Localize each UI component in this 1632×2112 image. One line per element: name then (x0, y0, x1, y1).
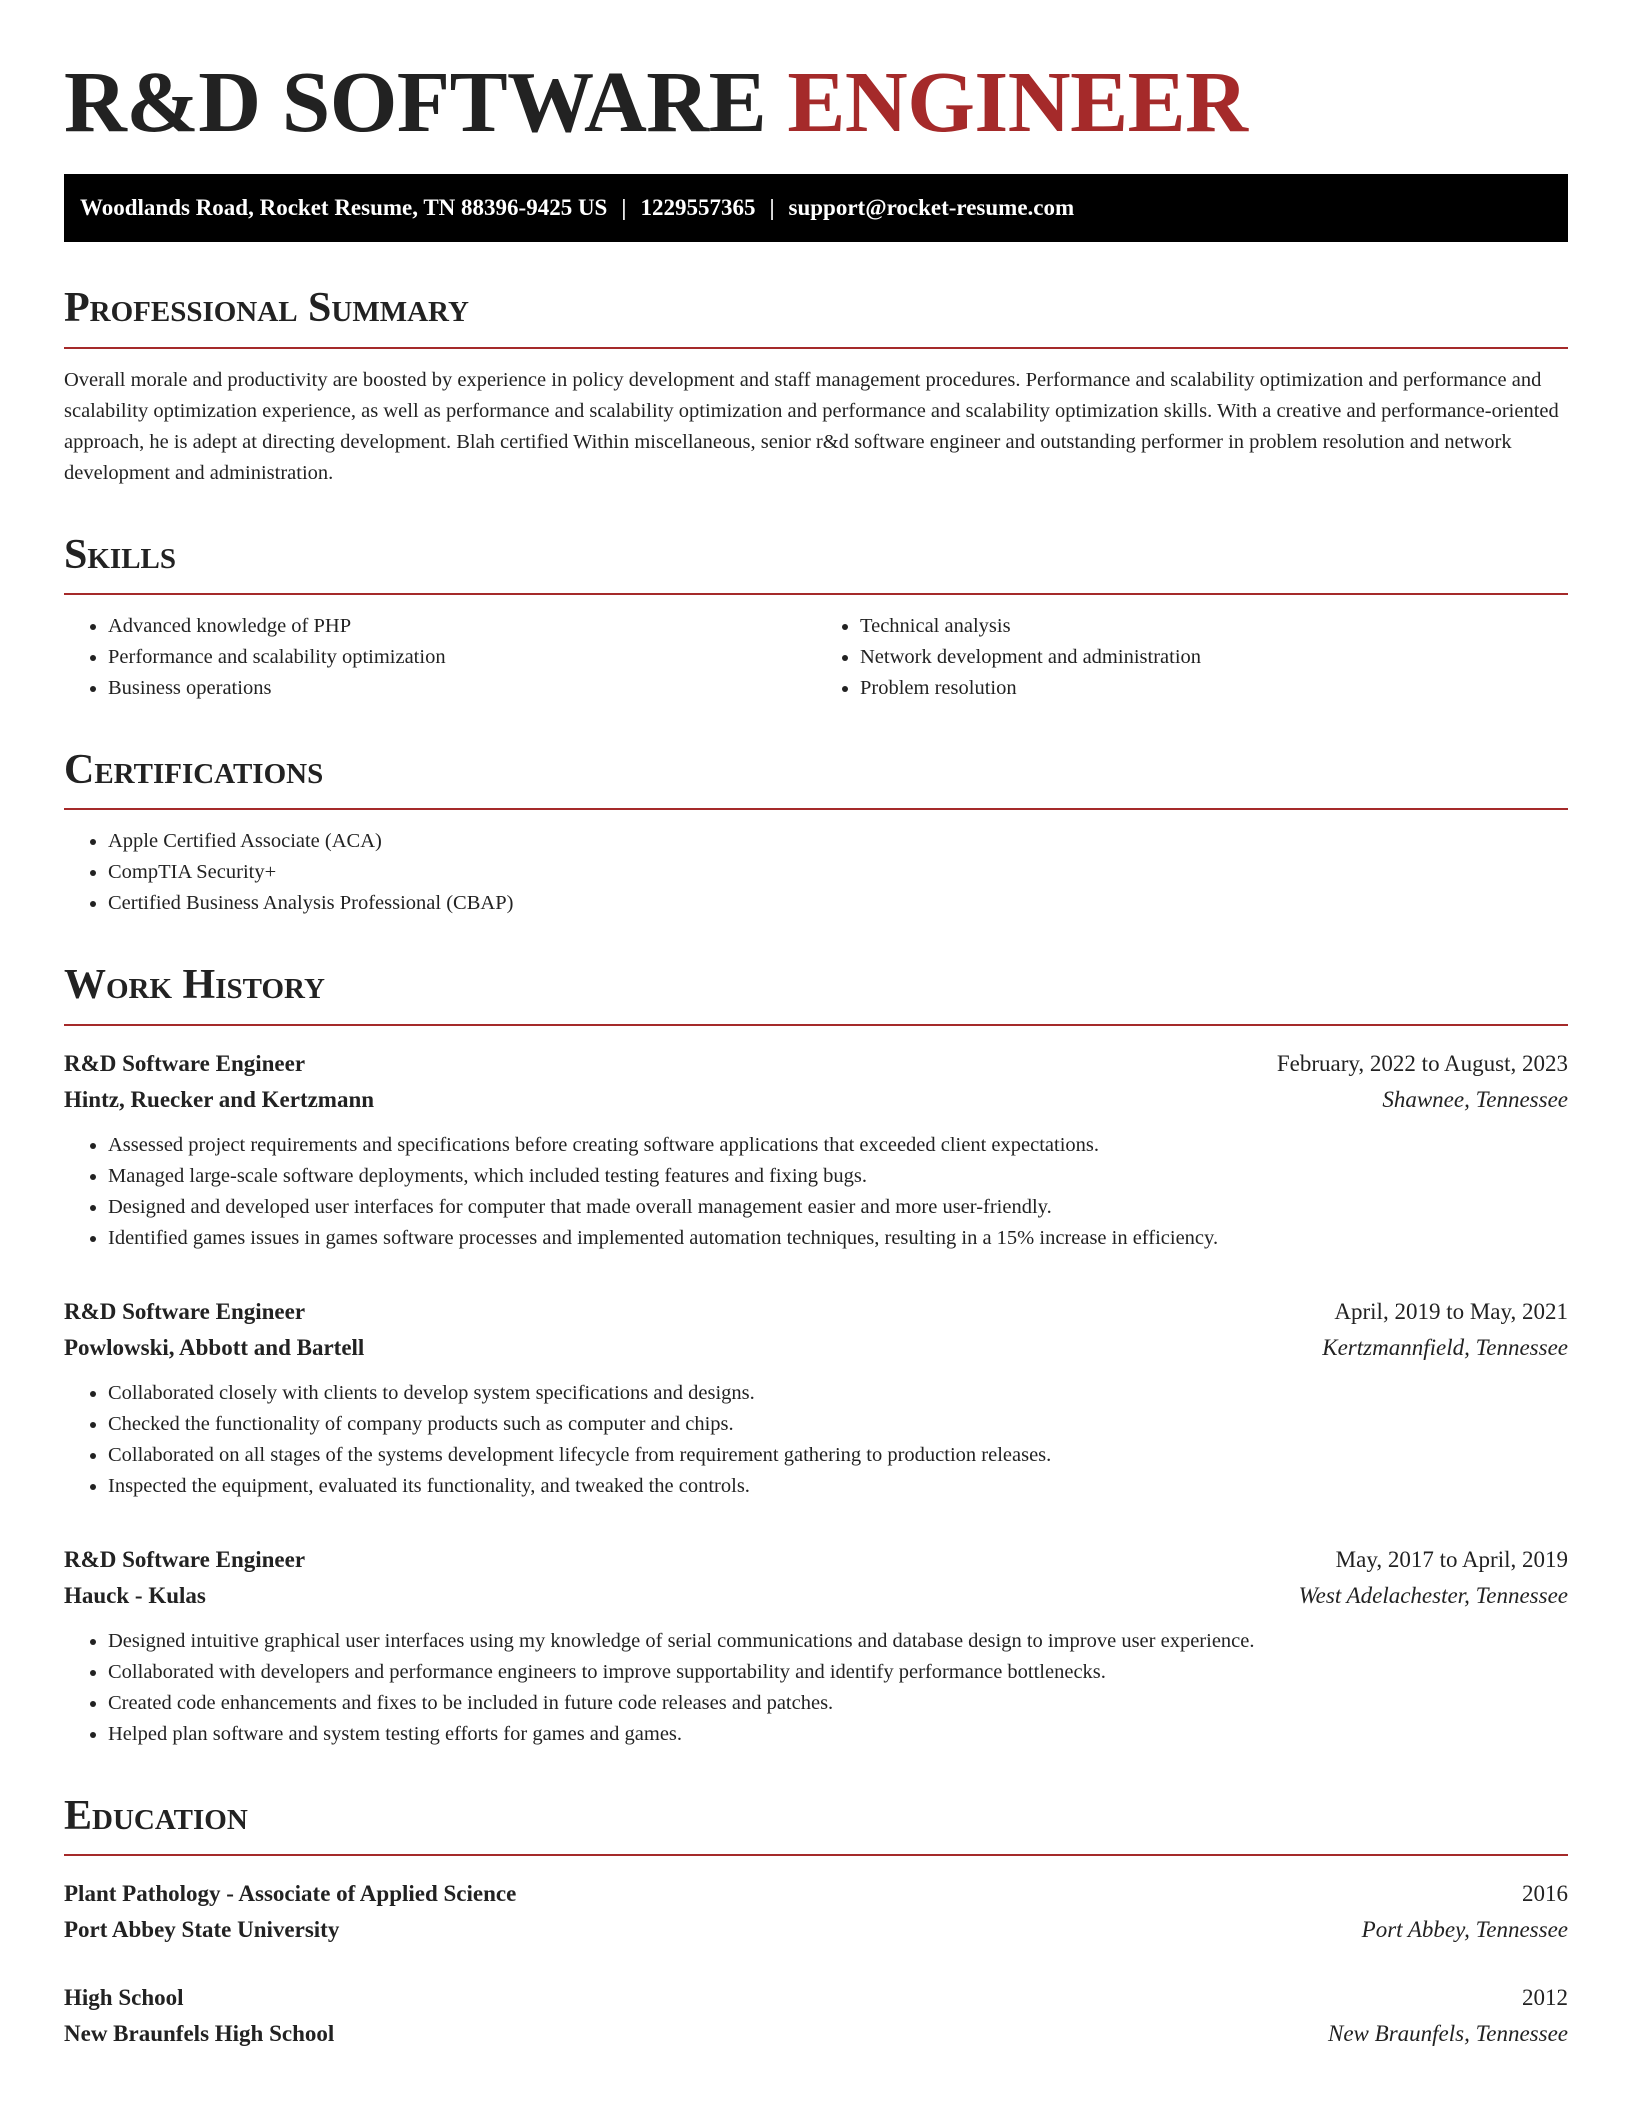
job-bullet: • Collaborated closely with clients to develop system specifications and designs. (108, 1378, 1568, 1409)
contact-address: Woodlands Road, Rocket Resume, TN 88396-9425 US (80, 195, 608, 221)
section-heading-education: Education (64, 1792, 1568, 1856)
education-entry (64, 1876, 1568, 1948)
education-degree-row (64, 1876, 1568, 1912)
job-title-row (64, 1542, 1568, 1578)
education-year: 2012 (1522, 1984, 1568, 2010)
job-bullets (64, 1626, 1568, 1750)
job-bullet: • Designed intuitive graphical user interfaces using my knowledge of serial communications and database design to improve user experience. (108, 1626, 1568, 1657)
skill-item: • Advanced knowledge of PHP (108, 611, 816, 642)
section-heading-certifications: Certifications (64, 746, 1568, 810)
job-bullet: • Helped plan software and system testing efforts for games and games. (108, 1719, 1568, 1750)
job-location: Shawnee, Tennessee (1382, 1086, 1568, 1112)
skills-columns (64, 595, 1568, 704)
job-title: R&D Software Engineer (64, 1050, 306, 1076)
section-heading-work-history: Work History (64, 961, 1568, 1025)
contact-separator: | (769, 195, 775, 221)
job-bullet: • Designed and developed user interfaces for computer that made overall management easier and more user-friendly. (108, 1192, 1568, 1223)
education-location: Port Abbey, Tennessee (1361, 1916, 1568, 1942)
job-bullet: • Collaborated on all stages of the systems development lifecycle from requirement gathering to production releases. (108, 1440, 1568, 1471)
skill-item: • Problem resolution (860, 673, 1568, 704)
certification-item: • Apple Certified Associate (ACA) (108, 826, 1568, 857)
education-degree: Plant Pathology - Associate of Applied Science (64, 1880, 517, 1906)
job-location: Kertzmannfield, Tennessee (1322, 1334, 1568, 1360)
education-school-row (64, 2016, 1568, 2052)
education-school-row (64, 1912, 1568, 1948)
job-company: Powlowski, Abbott and Bartell (64, 1334, 365, 1360)
education-school: Port Abbey State University (64, 1916, 340, 1942)
skill-item: • Technical analysis (860, 611, 1568, 642)
education-school: New Braunfels High School (64, 2020, 335, 2046)
summary-text: Overall morale and productivity are boosted by experience in policy development and staff management procedures. Performance and scalability optimization and performance and scalability optimization experience, as well as performance and scalability optimization and performance and scalability optimization skills. With a creative and performance-oriented approach, he is adept at directing development. Blah certified Within miscellaneous, senior r&d software engineer and outstanding performer in problem resolution and network development and administration. (64, 368, 1559, 484)
work-history-section (64, 961, 1568, 1749)
education-section (64, 1792, 1568, 2052)
job-dates: February, 2022 to August, 2023 (1276, 1050, 1568, 1076)
job-bullet: • Inspected the equipment, evaluated its functionality, and tweaked the controls. (108, 1471, 1568, 1502)
resume-title (64, 50, 1568, 154)
job-dates: May, 2017 to April, 2019 (1335, 1546, 1568, 1572)
education-year: 2016 (1522, 1880, 1568, 1906)
certifications-section (64, 746, 1568, 919)
job-company-row (64, 1578, 1568, 1614)
job-title: R&D Software Engineer (64, 1546, 306, 1572)
skills-list-right (816, 611, 1568, 704)
skills-list-left (64, 611, 816, 704)
skill-item: • Performance and scalability optimization (108, 642, 816, 673)
certifications-list (64, 826, 1568, 919)
job-bullets (64, 1378, 1568, 1502)
job-title-row (64, 1046, 1568, 1082)
job-bullet: • Collaborated with developers and performance engineers to improve supportability and identify performance bottlenecks. (108, 1657, 1568, 1688)
job-company: Hauck - Kulas (64, 1582, 206, 1608)
job-location: West Adelachester, Tennessee (1298, 1582, 1568, 1608)
education-entry (64, 1980, 1568, 2052)
skill-item: • Network development and administration (860, 642, 1568, 673)
job-entry (64, 1542, 1568, 1750)
job-bullet: • Managed large-scale software deployments, which included testing features and fixing bugs. (108, 1161, 1568, 1192)
title-accent: ENGINEER (787, 53, 1248, 150)
contact-bar (64, 174, 1568, 242)
job-dates: April, 2019 to May, 2021 (1334, 1298, 1568, 1324)
contact-phone: 1229557365 (640, 195, 756, 221)
contact-separator: | (621, 195, 627, 221)
summary-section (64, 284, 1568, 488)
job-bullet: • Identified games issues in games software processes and implemented automation techniques, resulting in a 15% increase in efficiency. (108, 1223, 1568, 1254)
job-title-row (64, 1294, 1568, 1330)
job-bullet: • Assessed project requirements and specifications before creating software applications that exceeded client expectations. (108, 1130, 1568, 1161)
job-title: R&D Software Engineer (64, 1298, 306, 1324)
certification-item: • Certified Business Analysis Professional (CBAP) (108, 888, 1568, 919)
contact-email: support@rocket-resume.com (788, 195, 1075, 221)
certification-item: • CompTIA Security+ (108, 857, 1568, 888)
education-location: New Braunfels, Tennessee (1328, 2020, 1568, 2046)
job-company-row (64, 1082, 1568, 1118)
job-entry (64, 1294, 1568, 1502)
education-degree: High School (64, 1984, 184, 2010)
section-heading-summary: Professional Summary (64, 284, 1568, 348)
job-bullet: • Checked the functionality of company products such as computer and chips. (108, 1409, 1568, 1440)
section-heading-skills: Skills (64, 531, 1568, 595)
job-company: Hintz, Ruecker and Kertzmann (64, 1086, 375, 1112)
education-degree-row (64, 1980, 1568, 2016)
job-bullet: • Created code enhancements and fixes to be included in future code releases and patches. (108, 1688, 1568, 1719)
job-bullets (64, 1130, 1568, 1254)
title-main: R&D SOFTWARE (64, 53, 767, 150)
skill-item: • Business operations (108, 673, 816, 704)
skills-section (64, 531, 1568, 704)
job-entry (64, 1046, 1568, 1254)
job-company-row (64, 1330, 1568, 1366)
